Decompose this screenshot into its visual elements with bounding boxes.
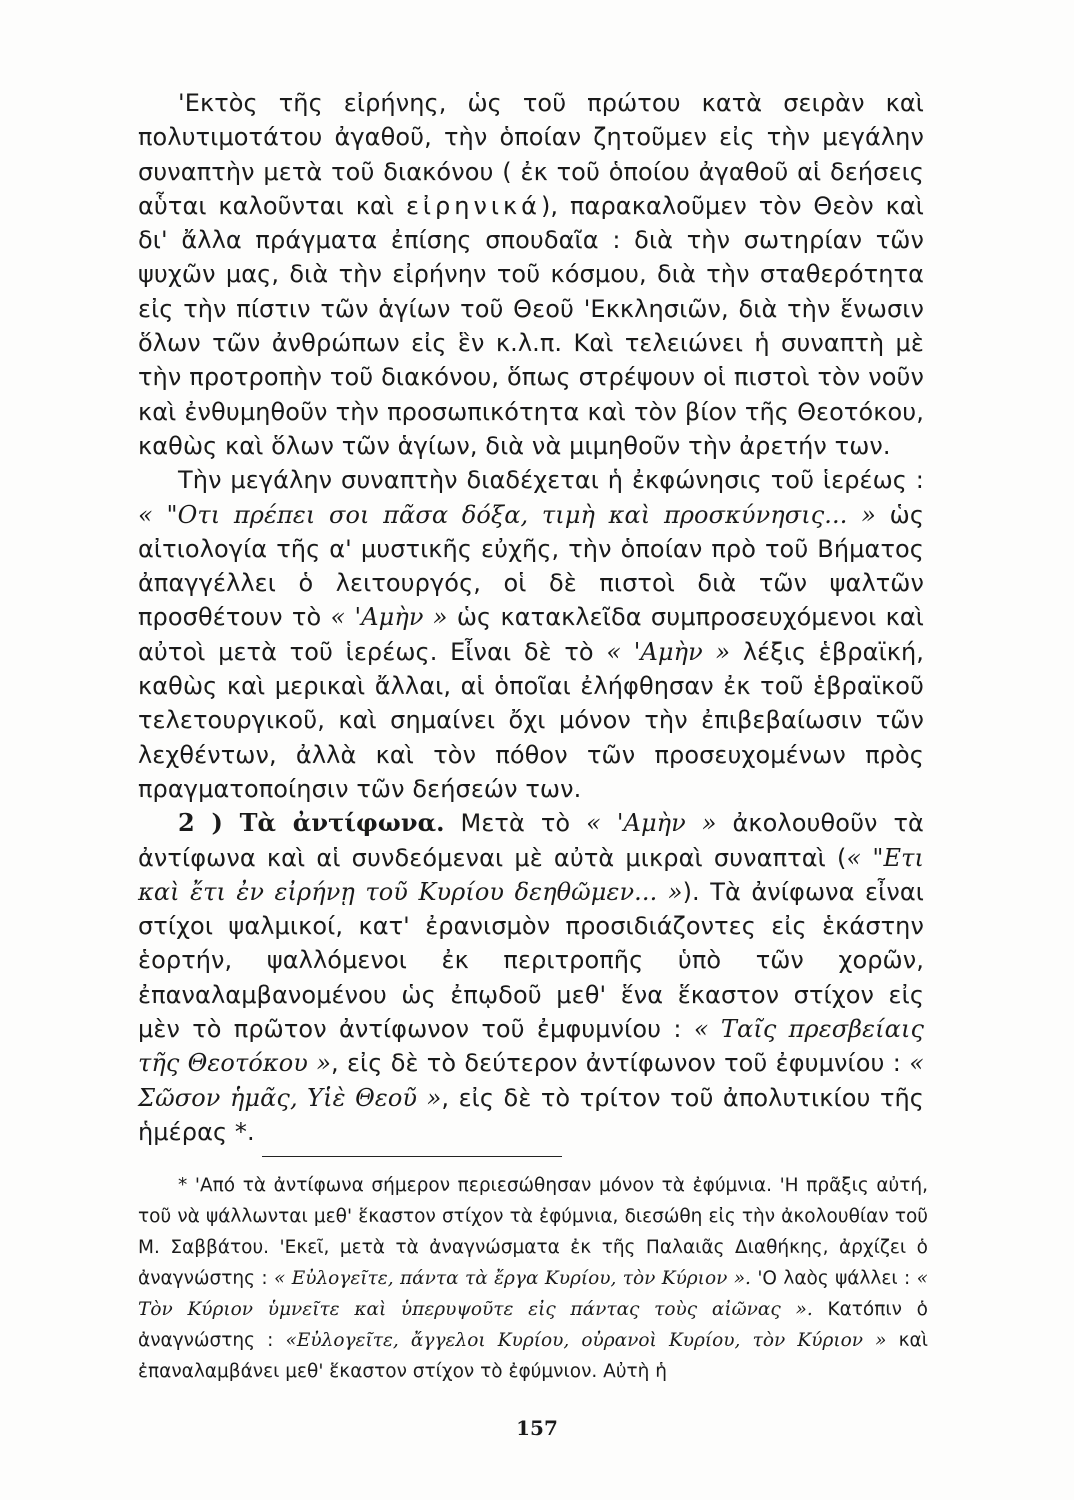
- paragraph-3-text-a: Μετὰ τὸ: [460, 809, 571, 838]
- amen-quote: « 'Αμὴν »: [330, 603, 448, 632]
- footnote: [138, 1170, 928, 1387]
- paragraph-2-text-c: ὡς κατακλεῖδα συμπροσευχόμενοι καὶ αὐτοὶ μετὰ τοῦ ἱερέως. Εἶναι δὲ τὸ: [138, 603, 924, 666]
- paragraph-3: [138, 806, 924, 1149]
- paragraph-3-text-d: , εἰς δὲ τὸ δεύτερον ἀντίφωνον τοῦ ἐφυμνίου :: [330, 1049, 901, 1078]
- spaced-emphasis: εἰρηνικά: [405, 191, 541, 220]
- paragraph-2: [138, 463, 924, 806]
- paragraph-1: [138, 86, 924, 463]
- section-heading: 2 ) Τὰ ἀντίφωνα.: [178, 808, 445, 838]
- liturgical-quote: « "Οτι πρέπει σοι πᾶσα δόξα, τιμὴ καὶ προσκύνησις... »: [138, 500, 876, 529]
- footnote-quote-2: « Τὸν Κύριον ὑμνεῖτε καὶ ὑπερυψοῦτε εἰς πάντας τοὺς αἰῶνας ».: [138, 1268, 928, 1320]
- footnote-text-d: καὶ ἐπαναλαμβάνει μεθ' ἕκαστον στίχον τὸ ἐφύμνιον. Αὐτὴ ἡ: [138, 1330, 928, 1382]
- paragraph-2-text-a: Τὴν μεγάλην συναπτὴν διαδέχεται ἡ ἐκφώνησις τοῦ ἱερέως :: [178, 466, 924, 495]
- footnote-text-c: Κατόπιν ὁ ἀναγνώστης :: [138, 1299, 928, 1351]
- paragraph-2-text-d: λέξις ἑβραϊκή, καθὼς καὶ μερικαὶ ἄλλαι, αἱ ὁποῖαι ἐλήφθησαν ἐκ τοῦ ἑβραϊκοῦ τελετουργικοῦ, καὶ σημαίνει ὄχι μόνον τὴν ἐπιβεβαίωσιν τῶν λεχθέντων, ἀλλὰ καὶ τὸν πόθον τῶν προσευχομένων πρὸς πραγματοποίησιν τῶν δεήσεών των.: [138, 637, 925, 803]
- refrain-quote-1: « Ταῖς πρεσβείαις τῆς Θεοτόκου »: [138, 1015, 925, 1078]
- main-text: [138, 86, 924, 1149]
- litany-quote: « "Ετι καὶ ἔτι ἐν εἰρήνῃ τοῦ Κυρίου δεηθῶμεν... »: [138, 843, 924, 906]
- footnote-paragraph: [138, 1170, 928, 1387]
- paragraph-2-text-b: ὡς αἰτιολογία τῆς α' μυστικῆς εὐχῆς, τὴν ὁποίαν πρὸ τοῦ Βήματος ἀπαγγέλλει ὁ λειτουργός, οἱ δὲ πιστοὶ διὰ τῶν ψαλτῶν προσθέτουν τὸ: [138, 500, 925, 632]
- paragraph-1-text: 'Εκτὸς τῆς εἰρήνης, ὡς τοῦ πρώτου κατὰ σειρὰν καὶ πολυτιμοτάτου ἀγαθοῦ, τὴν ὁποίαν ζητοῦμεν εἰς τὴν μεγάλην συναπτὴν μετὰ τοῦ διακόνου ( ἐκ τοῦ ὁποίου ἀγαθοῦ αἱ δεήσεις αὗται καλοῦνται καὶ: [138, 89, 924, 220]
- footnote-text-b: 'Ο λαὸς ψάλλει :: [757, 1268, 911, 1289]
- amen-quote: « 'Αμὴν »: [586, 809, 717, 838]
- amen-quote: « 'Αμὴν »: [606, 637, 731, 666]
- footnote-quote-3: «Εὐλογεῖτε, ἄγγελοι Κυρίου, οὐρανοὶ Κυρίου, τὸν Κύριον »: [285, 1330, 887, 1351]
- paragraph-1-text-rest: ), παρακαλοῦμεν τὸν Θεὸν καὶ δι' ἄλλα πράγματα ἐπίσης σπουδαῖα : διὰ τὴν σωτηρίαν τῶν ψυχῶν μας, διὰ τὴν εἰρήνην τοῦ κόσμου, διὰ τὴν σταθερότητα εἰς τὴν πίστιν τῶν ἁγίων τοῦ Θεοῦ 'Εκκλησιῶν, διὰ τὴν ἕνωσιν ὅλων τῶν ἀνθρώπων εἰς ἓν κ.λ.π. Καὶ τελειώνει ἡ συναπτὴ μὲ τὴν προτροπὴν τοῦ διακόνου, ὅπως στρέψουν οἱ πιστοὶ τὸν νοῦν καὶ ἐνθυμηθοῦν τὴν προσωπικότητα καὶ τὸν βίον τῆς Θεοτόκου, καθὼς καὶ ὅλων τῶν ἁγίων, διὰ νὰ μιμηθοῦν τὴν ἀρετήν των.: [138, 191, 924, 460]
- paragraph-3-text-b: ἀκολουθοῦν τὰ ἀντίφωνα καὶ αἱ συνδεόμεναι μὲ αὐτὰ μικραὶ συναπταὶ (: [138, 809, 924, 872]
- footnote-text-a: * 'Από τὰ ἀντίφωνα σήμερον περιεσώθησαν μόνον τὰ ἐφύμνια. 'Η πρᾶξις αὐτή, τοῦ νὰ ψάλλωνται μεθ' ἕκαστον στίχον τὰ ἐφύμνια, διεσώθη εἰς τὴν ἀκολουθίαν τοῦ Μ. Σαββάτου. 'Εκεῖ, μετὰ τὰ ἀναγνώσματα ἐκ τῆς Παλαιᾶς Διαθήκης, ἀρχίζει ὁ ἀναγνώστης :: [138, 1175, 928, 1289]
- paragraph-3-text-e: , εἰς δὲ τὸ τρίτον τοῦ ἀπολυτικίου τῆς ἡμέρας *.: [138, 1083, 924, 1146]
- page-number: 157: [516, 1416, 558, 1440]
- refrain-quote-2: « Σῶσον ἡμᾶς, Υἱὲ Θεοῦ »: [138, 1049, 924, 1112]
- footnote-divider: [262, 1156, 562, 1157]
- paragraph-3-text-c: ). Τὰ ἀνίφωνα εἶναι στίχοι ψαλμικοί, κατ' ἐρανισμὸν προσιδιάζοντες εἰς ἑκάστην ἑορτήν, ψαλλόμενοι ἐκ περιτροπῆς ὑπὸ τῶν χορῶν, ἐπαναλαμβανομένου ὡς ἐπῳδοῦ μεθ' ἕνα ἕκαστον στίχον εἰς μὲν τὸ πρῶτον ἀντίφωνον τοῦ ἐμφυμνίου :: [138, 877, 924, 1044]
- footnote-quote-1: « Εὐλογεῖτε, πάντα τὰ ἔργα Κυρίου, τὸν Κύριον ».: [273, 1268, 751, 1289]
